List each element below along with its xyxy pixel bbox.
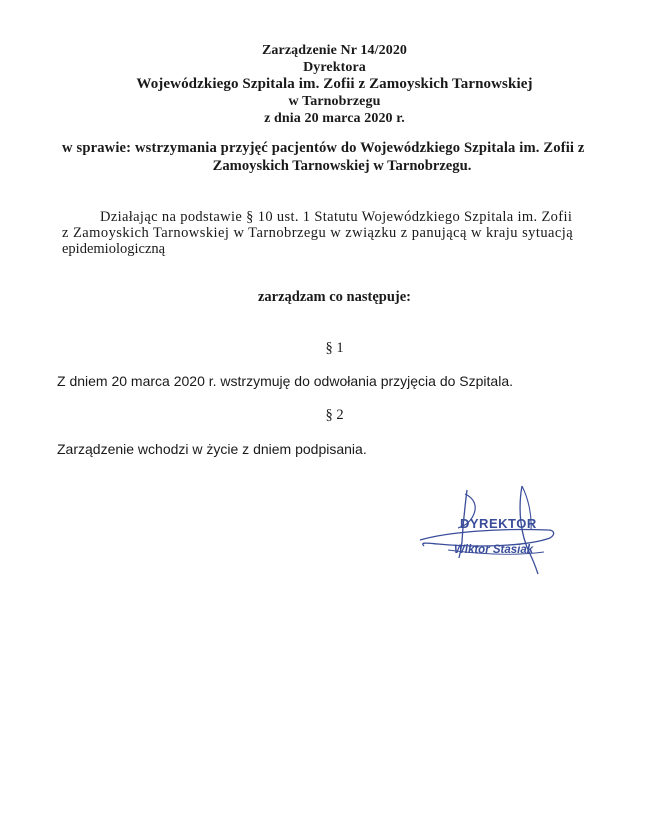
ordinance-number: Zarządzenie Nr 14/2020: [261, 43, 408, 58]
stamp-title: DYREKTOR: [460, 516, 537, 531]
decree-statement: zarządzam co następuje:: [257, 289, 411, 305]
paragraph-1-text: Z dniem 20 marca 2020 r. wstrzymuję do odwołania przyjęcia do Szpitala.: [57, 373, 513, 389]
institution-city: w Tarnobrzegu: [288, 94, 381, 109]
subject-line-2: Zamoyskich Tarnowskiej w Tarnobrzegu.: [212, 158, 472, 174]
preamble-line-1: Działając na podstawie § 10 ust. 1 Statutu Wojewódzkiego Szpitala im. Zofii: [100, 209, 573, 225]
paragraph-2-text: Zarządzenie wchodzi w życie z dniem podpisania.: [57, 441, 367, 457]
subject-line-1: w sprawie: wstrzymania przyjęć pacjentów do Wojewódzkiego Szpitala im. Zofii z: [62, 140, 585, 156]
issuer-title: Dyrektora: [303, 60, 366, 75]
preamble: [62, 209, 622, 257]
paragraph-1-sign: § 1: [325, 340, 344, 356]
stamp-name: Wiktor Stasiak: [454, 544, 534, 556]
institution-name: Wojewódzkiego Szpitala im. Zofii z Zamoyskich Tarnowskiej: [136, 76, 533, 92]
document-header: [0, 42, 669, 127]
issue-date: z dnia 20 marca 2020 r.: [264, 111, 405, 126]
director-signature-stamp: [418, 484, 558, 580]
subject: [62, 139, 622, 175]
preamble-line-2: z Zamoyskich Tarnowskiej w Tarnobrzegu w związku z panującą w kraju sytuacją: [62, 225, 574, 241]
paragraph-2-sign: § 2: [325, 407, 344, 423]
preamble-line-3: epidemiologiczną: [62, 241, 166, 257]
